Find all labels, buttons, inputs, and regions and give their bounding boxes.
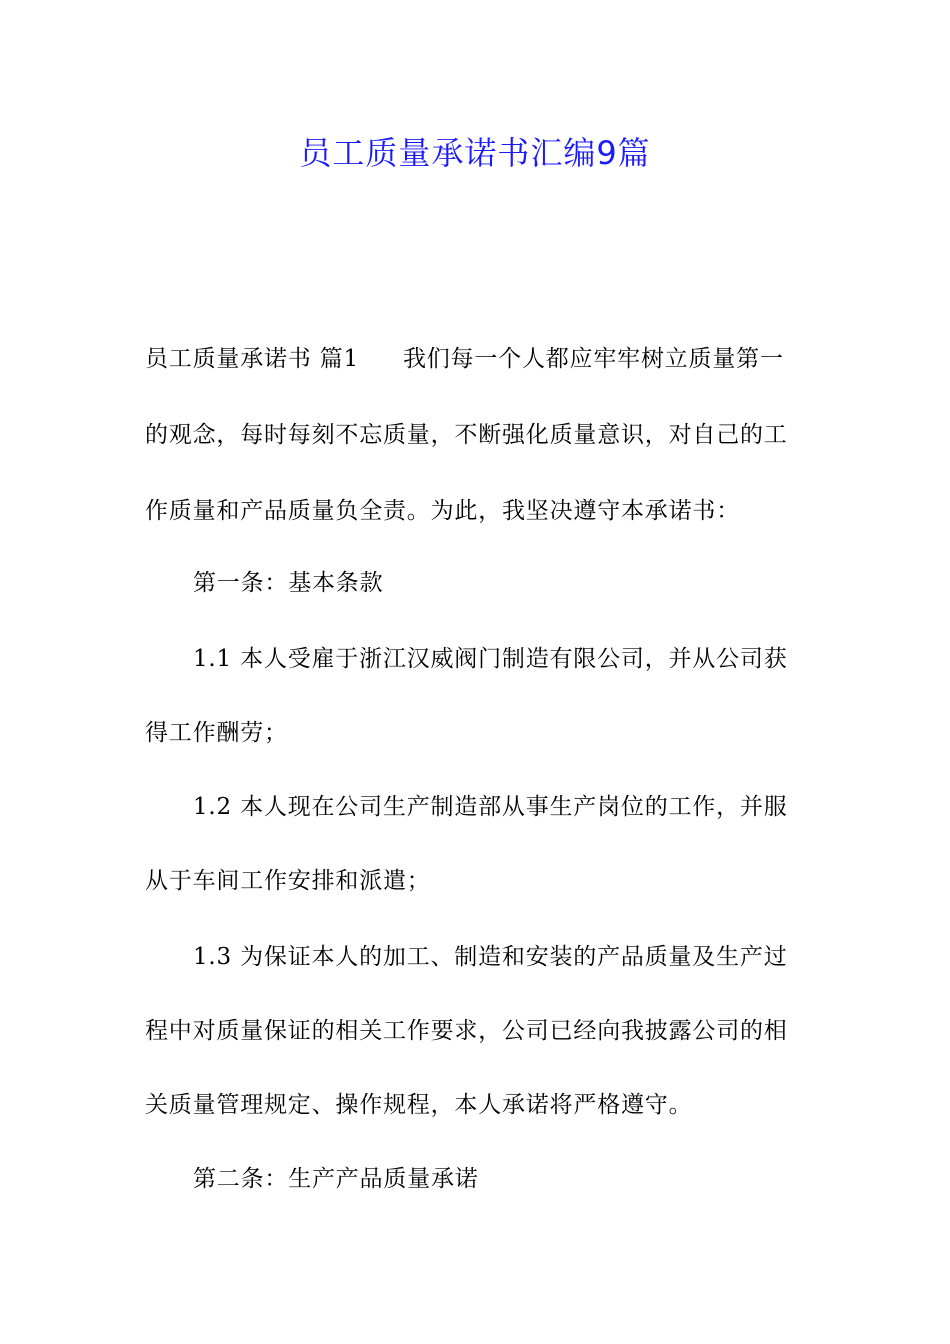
clause-1-3-line-3: 关质量管理规定、操作规程，本人承诺将严格遵守。	[145, 1092, 693, 1118]
article-heading-1: 第一条：基本条款	[193, 570, 384, 596]
clause-1-1-line-1: 1.1 本人受雇于浙江汉威阀门制造有限公司，并从公司获	[193, 646, 788, 672]
clause-1-2-line-1: 1.2 本人现在公司生产制造部从事生产岗位的工作，并服	[193, 794, 788, 820]
document-title: 员工质量承诺书汇编9篇	[299, 134, 651, 172]
paragraph-line-1	[145, 339, 815, 379]
clause-1-3-line-2: 程中对质量保证的相关工作要求，公司已经向我披露公司的相	[145, 1018, 788, 1044]
paragraph-line-2: 的观念，每时每刻不忘质量，不断强化质量意识，对自己的工	[145, 422, 788, 448]
clause-1-3-line-1: 1.3 为保证本人的加工、制造和安装的产品质量及生产过	[193, 944, 788, 970]
clause-1-2-line-2: 从于车间工作安排和派遣；	[145, 868, 431, 894]
paragraph-text: 我们每一个人都应牢牢树立质量第一	[402, 346, 784, 372]
clause-1-1-line-2: 得工作酬劳；	[145, 720, 288, 746]
paragraph-line-3: 作质量和产品质量负全责。为此，我坚决遵守本承诺书：	[145, 498, 740, 524]
article-heading-2: 第二条：生产产品质量承诺	[193, 1166, 479, 1192]
section-heading: 员工质量承诺书 篇1	[145, 346, 359, 372]
